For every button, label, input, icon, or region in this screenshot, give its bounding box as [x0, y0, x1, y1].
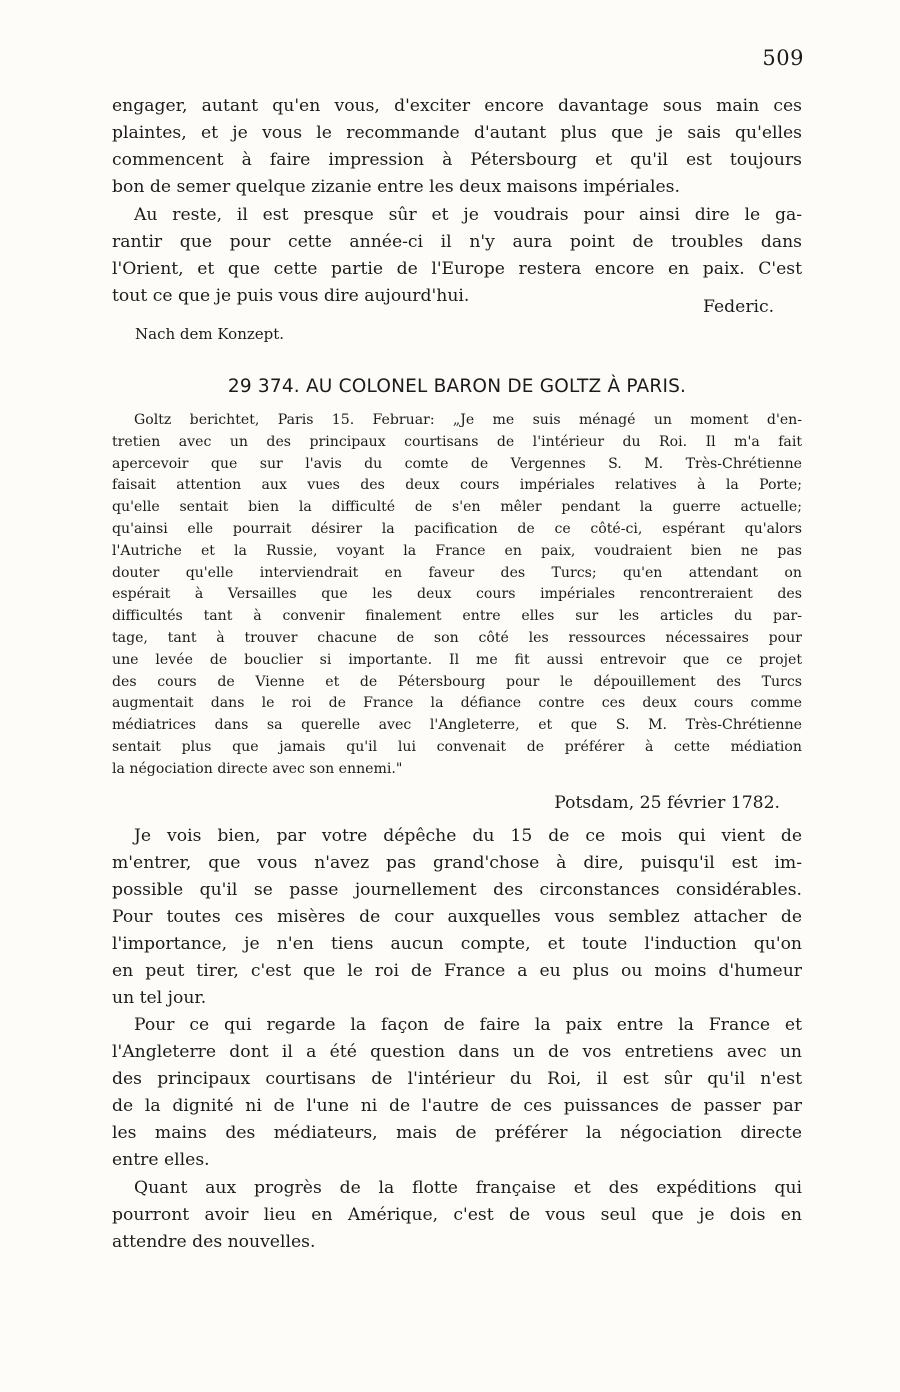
report-line: sentait plus que jamais qu'il lui convenait de préférer à cette médiation [112, 738, 802, 755]
text-line: des principaux courtisans de l'intérieur du Roi, il est sûr qu'il n'est [112, 1069, 802, 1089]
text-line: l'Angleterre dont il a été question dans un de vos entretiens avec un [112, 1042, 802, 1062]
text-line: tout ce que je puis vous dire aujourd'hui. [112, 286, 470, 306]
report-line: des cours de Vienne et de Pétersbourg pour le dépouillement des Turcs [112, 673, 802, 690]
text-line: engager, autant qu'en vous, d'exciter encore davantage sous main ces [112, 96, 802, 116]
report-line: médiatrices dans sa querelle avec l'Angleterre, et que S. M. Très-Chrétienne [112, 717, 802, 734]
dateline: Potsdam, 25 février 1782. [554, 793, 780, 813]
text-line: Pour ce qui regarde la façon de faire la paix entre la France et [134, 1015, 802, 1035]
report-line: faisait attention aux vues des deux cours impériales relatives à la Porte; [112, 477, 802, 494]
text-line: Quant aux progrès de la flotte française et des expéditions qui [134, 1178, 802, 1198]
text-line: un tel jour. [112, 988, 207, 1008]
text-line: possible qu'il se passe journellement des circonstances considérables. [112, 880, 802, 900]
report-line: espérait à Versailles que les deux cours impériales rencontreraient des [112, 586, 802, 603]
text-line: entre elles. [112, 1150, 210, 1170]
text-line: Pour toutes ces misères de cour auxquelles vous semblez attacher de [112, 907, 802, 927]
report-line: tretien avec un des principaux courtisans de l'intérieur du Roi. Il m'a fait [112, 433, 802, 450]
report-line: qu'elle sentait bien la difficulté de s'en mêler pendant la guerre actuelle; [112, 499, 802, 516]
text-line: les mains des médiateurs, mais de préférer la négociation directe [112, 1123, 802, 1143]
page-number: 509 [762, 46, 804, 70]
text-line: l'importance, je n'en tiens aucun compte, et toute l'induction qu'on [112, 934, 802, 954]
letter-heading: 29 374. AU COLONEL BARON DE GOLTZ À PARIS. [227, 376, 687, 397]
report-line: difficultés tant à convenir finalement entre elles sur les articles du par- [112, 608, 802, 625]
source-note: Nach dem Konzept. [135, 325, 285, 343]
text-line: pourront avoir lieu en Amérique, c'est de vous seul que je dois en [112, 1205, 802, 1225]
report-line: l'Autriche et la Russie, voyant la France en paix, voudraient bien ne pas [112, 542, 802, 559]
report-line: douter qu'elle interviendrait en faveur des Turcs; qu'en attendant on [112, 564, 802, 581]
signature: Federic. [703, 297, 775, 317]
report-line: augmentait dans le roi de France la défiance contre ces deux cours comme [112, 695, 802, 712]
report-line: tage, tant à trouver chacune de son côté les ressources nécessaires pour [112, 629, 802, 646]
report-line: apercevoir que sur l'avis du comte de Vergennes S. M. Très-Chrétienne [112, 455, 802, 472]
text-line: l'Orient, et que cette partie de l'Europe restera encore en paix. C'est [112, 259, 802, 279]
report-line: Goltz berichtet, Paris 15. Februar: „Je me suis ménagé un moment d'en- [134, 412, 802, 428]
text-line: m'entrer, que vous n'avez pas grand'chose à dire, puisqu'il est im- [112, 853, 802, 873]
report-line: une levée de bouclier si importante. Il me fit aussi entrevoir que ce projet [112, 651, 802, 668]
report-line: qu'ainsi elle pourrait désirer la pacification de ce côté-ci, espérant qu'alors [112, 520, 802, 537]
intro-paragraph-2 [112, 202, 802, 310]
text-line: en peut tirer, c'est que le roi de France a eu plus ou moins d'humeur [112, 961, 802, 981]
intro-paragraph-1 [112, 93, 802, 201]
text-line: attendre des nouvelles. [112, 1232, 316, 1252]
text-line: bon de semer quelque zizanie entre les deux maisons impériales. [112, 177, 680, 197]
text-line: Au reste, il est presque sûr et je voudrais pour ainsi dire le ga- [134, 205, 802, 225]
text-line: de la dignité ni de l'une ni de l'autre de ces puissances de passer par [112, 1096, 802, 1116]
text-line: Je vois bien, par votre dépêche du 15 de ce mois qui vient de [134, 826, 802, 846]
report-line: la négociation directe avec son ennemi." [112, 760, 403, 777]
report-summary [112, 410, 802, 781]
letter-paragraph-3 [112, 1175, 802, 1256]
text-line: plaintes, et je vous le recommande d'autant plus que je sais qu'elles [112, 123, 802, 143]
text-line: rantir que pour cette année-ci il n'y aura point de troubles dans [112, 232, 802, 252]
letter-paragraph-1 [112, 823, 802, 1012]
text-line: commencent à faire impression à Pétersbourg et qu'il est toujours [112, 150, 802, 170]
letter-paragraph-2 [112, 1012, 802, 1174]
